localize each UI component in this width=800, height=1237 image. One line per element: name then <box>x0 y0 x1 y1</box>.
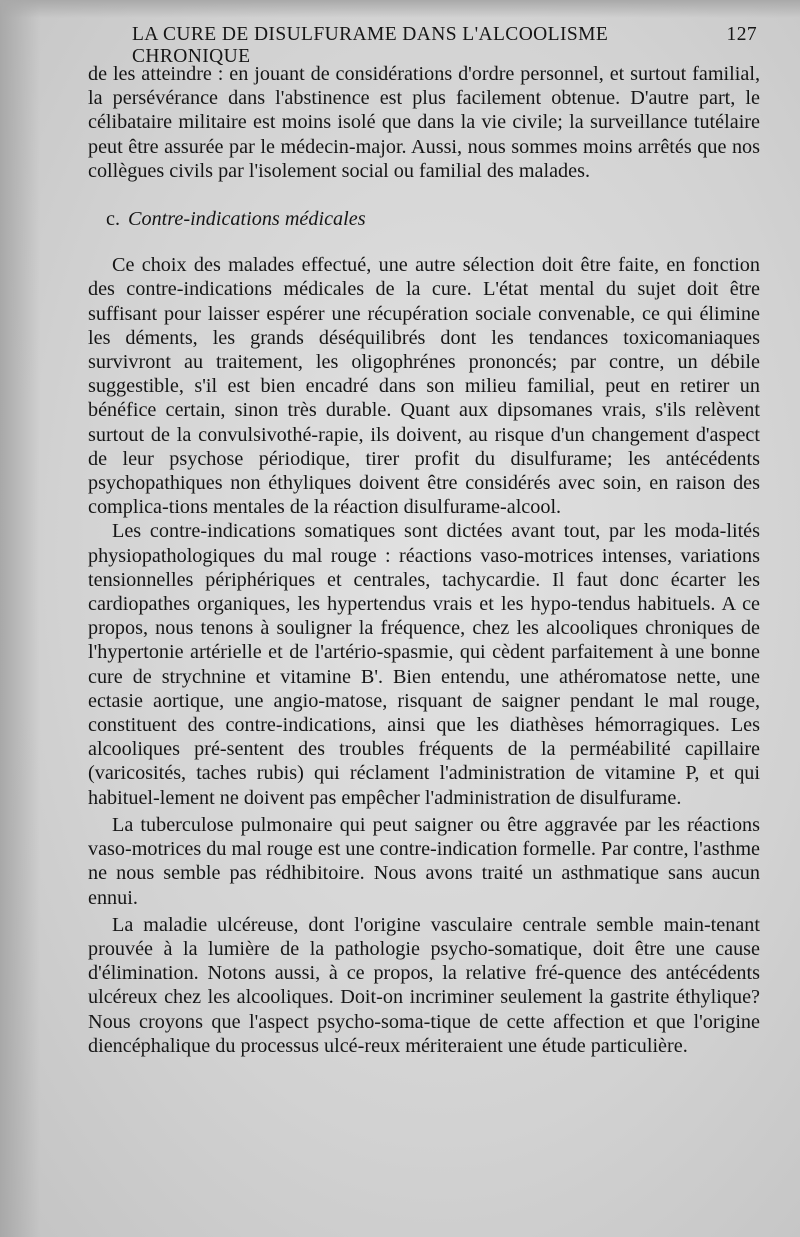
section-heading <box>88 207 760 231</box>
section-title: Contre-indications médicales <box>128 208 366 231</box>
running-title: LA CURE DE DISULFURAME DANS L'ALCOOLISME CHRONIQUE <box>132 24 609 67</box>
running-head <box>132 24 757 67</box>
page-number: 127 <box>726 24 757 45</box>
body-text <box>88 62 760 1058</box>
paragraph-continuation: de les atteindre : en jouant de considérations d'ordre personnel, et surtout familial, la persévérance dans l'abstinence est plus facilement obtenue. D'autre part, le célibataire militaire est moins isolé que dans la vie civile; la surveillance tutélaire peut être assurée par le médecin-major. Aussi, nous sommes moins arrêtés que nos collègues civils par l'isolement social ou familial des malades. <box>88 63 760 182</box>
section-number: c. <box>106 208 121 231</box>
paragraph-somatic-contraindications: Les contre-indications somatiques sont dictées avant tout, par les moda-lités physiopathologiques du mal rouge : réactions vaso-motrices intenses, variations tensionnelles périphériques et centrales, tachycardie. Il faut donc écarter les cardiopathes organiques, les hypertendus vrais et les hypo-tendus habituels. A ce propos, nous tenons à souligner la fréquence, chez les alcooliques chroniques de l'hypertonie artérielle et de l'artério-spasmie, qui cèdent parfaitement à une bonne cure de strychnine et vitamine B'. Bien entendu, une athéromatose nette, une ectasie aortique, une angio-matose, risquant de saigner pendant le mal rouge, constituent des contre-indications, ainsi que les diathèses hémorragiques. Les alcooliques pré-sentent des troubles fréquents de la perméabilité capillaire (varicosités, taches rubis) qui réclament l'administration de vitamine P, et qui habituel-lement ne doivent pas empêcher l'administration de disulfurame. <box>88 520 760 809</box>
paragraph-ulcer-disease: La maladie ulcéreuse, dont l'origine vasculaire centrale semble main-tenant prouvée à la lumière de la pathologie psycho-somatique, doit être une cause d'élimination. Notons aussi, à ce propos, la relative fré-quence des antécédents ulcéreux chez les alcooliques. Doit-on incriminer seulement la gastrite éthylique? Nous croyons que l'aspect psycho-soma-tique de cette affection et que l'origine diencéphalique du processus ulcé-reux mériteraient une étude particulière. <box>88 913 760 1057</box>
paragraph-tuberculosis: La tuberculose pulmonaire qui peut saigner ou être aggravée par les réactions vaso-motrices du mal rouge est une contre-indication formelle. Par contre, l'asthme ne nous semble pas rédhibitoire. Nous avons traité un asthmatique sans aucun ennui. <box>88 813 760 909</box>
paragraph-mental-contraindications: Ce choix des malades effectué, une autre sélection doit être faite, en fonction des contre-indications médicales de la cure. L'état mental du sujet doit être suffisant pour laisser espérer une récupération sociale convenable, ce qui élimine les déments, les grands déséquilibrés dont les tendances toxicomaniaques survivront au traitement, les oligophrénes prononcés; par contre, un débile suggestible, s'il est bien encadré dans son milieu familial, peut en retirer un bénéfice certain, sinon très durable. Quant aux dipsomanes vrais, s'ils relèvent surtout de la convulsivothé-rapie, ils doivent, au risque d'un changement d'aspect de leur psychose périodique, tirer profit du disulfurame; les antécédents psychopathiques non éthyliques doivent être considérés avec soin, en raison des complica-tions mentales de la réaction disulfurame-alcool. <box>88 254 760 519</box>
